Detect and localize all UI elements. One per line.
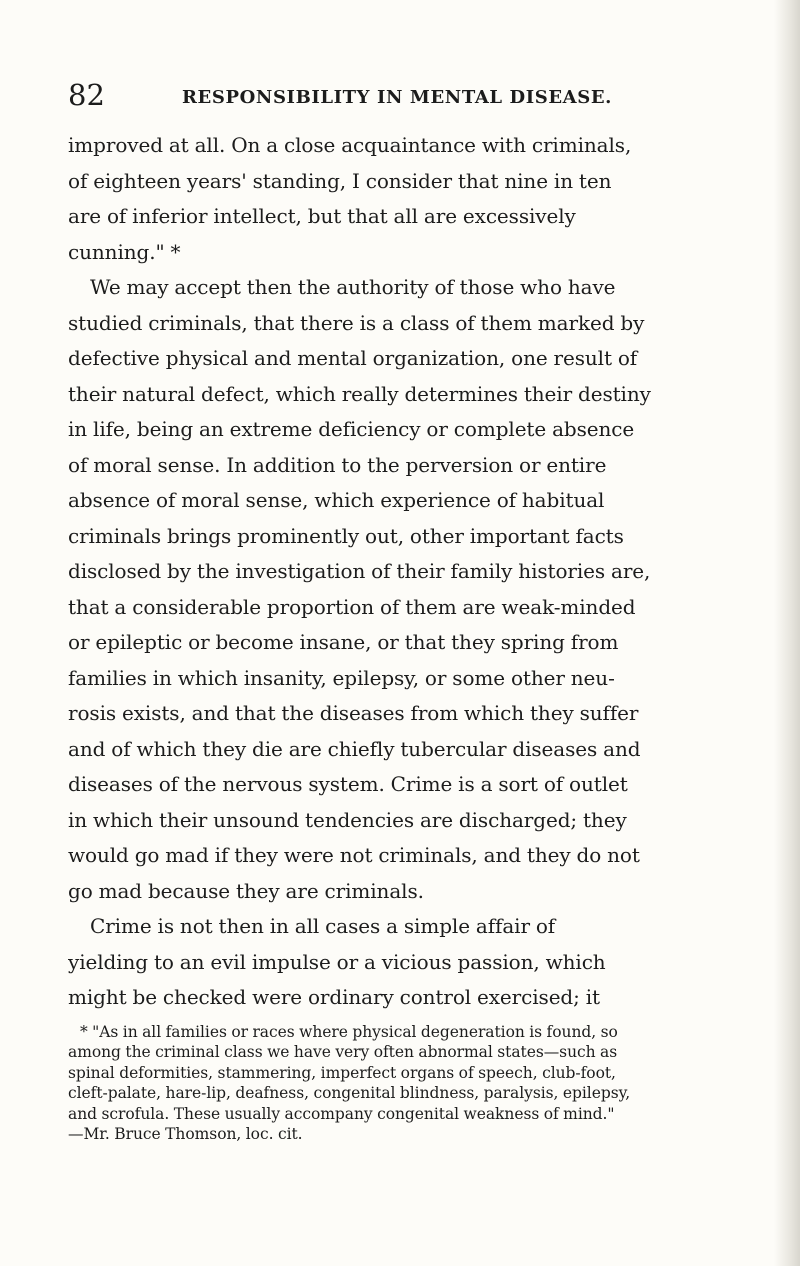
body-line: absence of moral sense, which experience of habitual (68, 488, 605, 512)
body-line: Crime is not then in all cases a simple affair of (90, 914, 556, 938)
body-line: families in which insanity, epilepsy, or some other neu- (68, 665, 615, 690)
book-page (68, 78, 758, 1145)
footnote (68, 1022, 758, 1145)
body-line: or epileptic or become insane, or that they spring from (68, 630, 619, 654)
running-title: RESPONSIBILITY IN MENTAL DISEASE. (182, 87, 613, 108)
body-line: studied criminals, that there is a class of them marked by (68, 310, 645, 335)
running-head (68, 78, 758, 120)
body-line: and of which they die are chiefly tubercular diseases and (68, 736, 641, 761)
body-line: in life, being an extreme deficiency or complete absence (68, 417, 635, 441)
page-number: 82 (68, 78, 105, 112)
body-line: would go mad if they were not criminals, and they do not (68, 843, 640, 867)
body-line: cunning." * (68, 239, 181, 264)
body-line: of moral sense. In addition to the perversion or entire (68, 452, 607, 477)
body-line: defective physical and mental organization, one result of (68, 346, 638, 370)
body-line: go mad because they are criminals. (68, 878, 424, 903)
footnote-line: * "As in all families or races where physical degeneration is found, so (80, 1022, 618, 1041)
body-line: We may accept then the authority of those who have (90, 275, 616, 299)
page-edge-shadow (774, 0, 800, 1266)
body-line: improved at all. On a close acquaintance with criminals, (68, 133, 632, 157)
body-line: yielding to an evil impulse or a vicious passion, which (68, 949, 606, 974)
body-line: might be checked were ordinary control exercised; it (68, 985, 600, 1009)
body-line: diseases of the nervous system. Crime is a sort of outlet (68, 772, 628, 796)
body-line: in which their unsound tendencies are discharged; they (68, 807, 627, 832)
footnote-line: spinal deformities, stammering, imperfect organs of speech, club-foot, (68, 1063, 616, 1082)
body-line: criminals brings prominently out, other important facts (68, 523, 624, 548)
body-line: disclosed by the investigation of their family histories are, (68, 559, 651, 583)
footnote-line: cleft-palate, hare-lip, deafness, congenital blindness, paralysis, epilepsy, (68, 1084, 631, 1102)
body-line: that a considerable proportion of them are weak-minded (68, 594, 636, 619)
body-text (68, 128, 758, 1016)
body-line: rosis exists, and that the diseases from which they suffer (68, 701, 639, 725)
body-line: are of inferior intellect, but that all are excessively (68, 204, 576, 228)
footnote-line: and scrofula. These usually accompany congenital weakness of mind." (68, 1104, 615, 1123)
body-line: of eighteen years' standing, I consider that nine in ten (68, 168, 612, 193)
footnote-line: among the criminal class we have very often abnormal states—such as (68, 1043, 618, 1061)
footnote-line: —Mr. Bruce Thomson, loc. cit. (68, 1125, 303, 1143)
body-line: their natural defect, which really determines their destiny (68, 381, 651, 406)
